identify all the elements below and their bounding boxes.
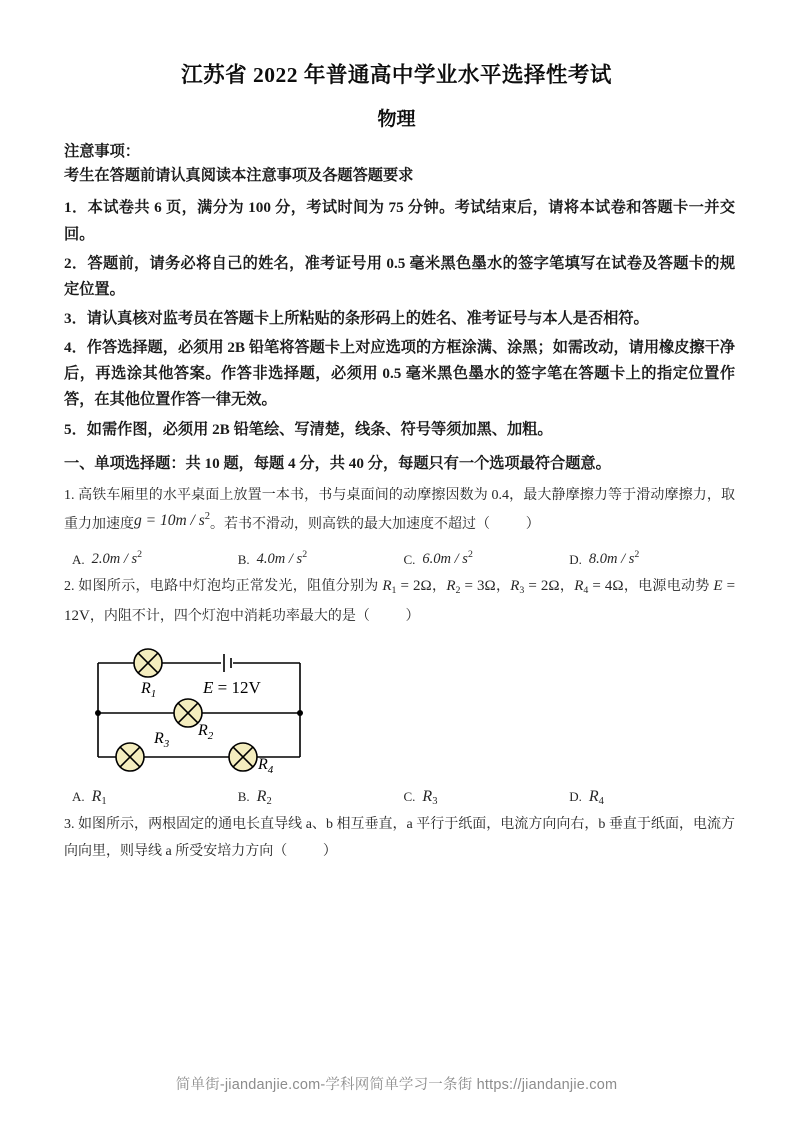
question-2-answer-blank <box>370 609 406 624</box>
lamp-r3-label: $R_3$ <box>154 729 170 750</box>
question-2: 2. 如图所示，电路中灯泡均正常发光，阻值分别为 $R_1 = 2\Omega$，$R_2 = 3\Omega$，$R_3 = 2\Omega$，$R_4 = 4\Omega$，电源电动势 E = 12V，内阻不计，四个灯泡中消耗功率最大的是（ ） <box>64 578 736 624</box>
question-1-text: 高铁车厢里的水平桌面上放置一本书，书与桌面间的动摩擦因数为 0.4，最大静摩擦力等于滑动摩擦力，取重力加速度 <box>64 487 735 533</box>
page-subtitle: 物理 <box>377 108 416 130</box>
notice-item-1: 1．本试卷共 6 页，满分为 100 分，考试时间为 75 分钟。考试结束后，请将本试卷和答题卡一并交回。 <box>64 199 735 243</box>
q2-r1: $R_1 = 2\Omega$ <box>382 578 432 597</box>
option-a[interactable]: A. $R_1$ <box>72 787 107 807</box>
option-d[interactable]: D. $R_4$ <box>569 787 604 807</box>
question-3-text: 如图所示，两根固定的通电长直导线 a、b 相互垂直，a 平行于纸面，电流方向向右，b 垂直于纸面，电流方向向里，则导线 a 所受安培力方向（ <box>64 816 735 860</box>
question-3-number: 3. <box>64 816 75 832</box>
q2-r2: $R_2 = 3\Omega$ <box>446 578 496 597</box>
q2-r3: $R_3 = 2\Omega$ <box>510 578 560 597</box>
question-1-number: 1. <box>64 487 75 503</box>
notice-item-5: 5．如需作图，必须用 2B 铅笔绘、写清楚，线条、符号等须加黑、加粗。 <box>64 420 553 438</box>
lamp-r4-icon <box>229 743 257 771</box>
option-d[interactable]: D. $8.0m / s^2$ <box>569 549 640 568</box>
lamp-r1-icon <box>134 649 162 677</box>
option-c[interactable]: C. $6.0m / s^2$ <box>403 549 473 568</box>
lamp-r2-label: $R_2$ <box>198 721 214 742</box>
notice-subheading: 考生在答题前请认真阅读本注意事项及各题答题要求 <box>64 167 414 185</box>
notice-item-4: 4．作答选择题，必须用 2B 铅笔将答题卡上对应选项的方框涂满、涂黑；如需改动，请用橡皮擦干净后，再选涂其他答案。作答非选择题，必须用 0.5 毫米黑色墨水的签字笔在答题卡上的指定位置作答，在其他位置作答一律无效。 <box>64 339 735 409</box>
page-title: 江苏省 2022 年普通高中学业水平选择性考试 <box>181 63 612 87</box>
notice-item-2: 2．答题前，请务必将自己的姓名，准考证号用 0.5 毫米黑色墨水的签字笔填写在试卷及答题卡的规定位置。 <box>64 254 735 298</box>
q2-emf: E = 12V <box>64 578 736 624</box>
battery-label: E = 12V <box>203 677 261 697</box>
lamp-r1-label: $R_1$ <box>141 679 157 700</box>
document-body <box>64 144 735 867</box>
junction-dot-right <box>297 710 303 716</box>
option-a[interactable]: A. $2.0m / s^2$ <box>72 549 143 568</box>
question-2-number: 2. <box>64 579 75 595</box>
question-3-answer-blank <box>287 844 323 859</box>
circuit-figure <box>86 645 735 778</box>
question-1-formula: $g = 10m / s^2$ <box>134 511 211 530</box>
question-3: 3. 如图所示，两根固定的通电长直导线 a、b 相互垂直，a 平行于纸面，电流方向向右，b 垂直于纸面，电流方向向里，则导线 a 所受安培力方向（ ） <box>64 816 735 860</box>
question-1-options <box>64 550 735 569</box>
circuit-diagram-svg <box>86 645 316 773</box>
option-c[interactable]: C. $R_3$ <box>403 787 438 807</box>
question-2-options <box>64 788 735 807</box>
notice-item-3: 3．请认真核对监考员在答题卡上所粘贴的条形码上的姓名、准考证号与本人是否相符。 <box>64 309 649 327</box>
option-b[interactable]: B. $R_2$ <box>237 787 272 807</box>
battery-icon <box>224 654 231 672</box>
notice-heading: 注意事项： <box>64 143 140 160</box>
junction-dot-left <box>95 710 101 716</box>
question-1-text-after: 。若书不滑动，则高铁的最大加速度不超过（ <box>210 517 491 533</box>
section-heading: 一、单项选择题：共 10 题，每题 4 分，共 40 分，每题只有一个选项最符合题意。 <box>64 454 611 472</box>
lamp-r3-icon <box>116 743 144 771</box>
q2-r4: $R_4 = 4\Omega$ <box>574 578 624 597</box>
lamp-r4-label: $R_4$ <box>258 755 274 773</box>
question-1-answer-blank <box>490 517 526 532</box>
footer-watermark: 简单街-jiandanjie.com-学科网简单学习一条街 https://jiandanjie.com <box>175 1077 618 1093</box>
option-b[interactable]: B. $4.0m / s^2$ <box>237 549 308 568</box>
question-1: 1. 高铁车厢里的水平桌面上放置一本书，书与桌面间的动摩擦因数为 0.4，最大静摩擦力等于滑动摩擦力，取重力加速度$g = 10m / s^2$。若书不滑动，则高铁的最大加速度不超过（ ） <box>64 482 735 540</box>
